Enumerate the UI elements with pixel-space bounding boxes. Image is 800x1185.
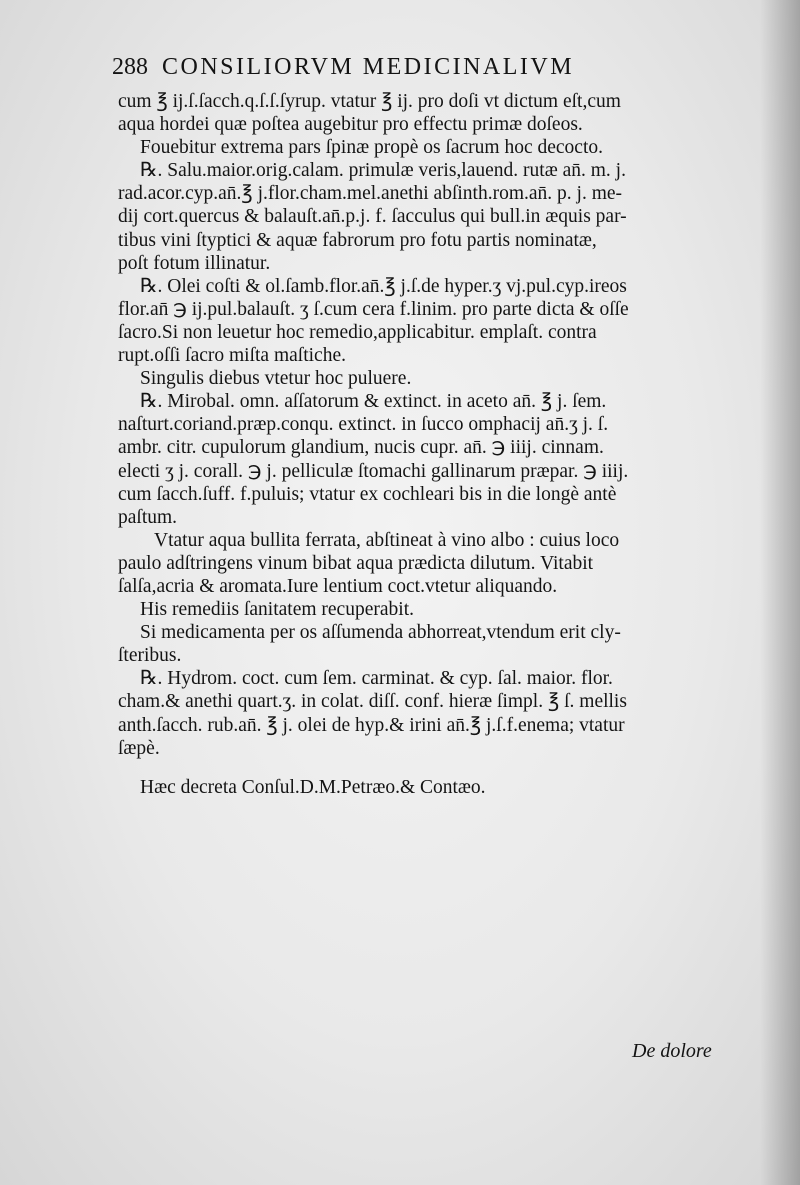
- text-line: dij cort.quercus & balauſt.an̄.p.j. f. ſacculus qui bull.in æquis par-: [118, 206, 627, 228]
- recipe-line: ℞. Mirobal. omn. aſſatorum & extinct. in aceto an̄. ℥ j. ſem.: [140, 391, 607, 413]
- body-text: [118, 90, 708, 799]
- recipe-line: ℞. Salu.maior.orig.calam. primulæ veris,lauend. rutæ an̄. m. j.: [140, 160, 626, 182]
- text-line: His remediis ſanitatem recuperabit.: [140, 599, 414, 621]
- text-line: Si medicamenta per os aſſumenda abhorreat,vtendum erit cly-: [140, 622, 621, 644]
- text-line: ambr. citr. cupulorum glandium, nucis cupr. an̄. ℈ iiij. cinnam.: [118, 437, 604, 459]
- recipe-line: ℞. Hydrom. coct. cum ſem. carminat. & cyp. ſal. maior. flor.: [140, 668, 613, 690]
- text-line: cum ſacch.ſuff. f.puluis; vtatur ex cochleari bis in die longè antè: [118, 483, 617, 505]
- text-line: Fouebitur extrema pars ſpinæ propè os ſacrum hoc decocto.: [140, 137, 603, 159]
- text-line: Vtatur aqua bullita ferrata, abſtineat à vino albo : cuius loco: [154, 529, 620, 551]
- closing-line: Hæc decreta Conſul.D.M.Petræo.& Contæo.: [140, 776, 486, 798]
- text-line: flor.an̄ ℈ ij.pul.balauſt. ʒ ſ.cum cera f.linim. pro parte dicta & oſſe: [118, 298, 629, 320]
- text-line: paſtum.: [118, 506, 178, 528]
- text-line: anth.ſacch. rub.an̄. ℥ j. olei de hyp.& irini an̄.℥ j.ſ.f.enema; vtatur: [118, 714, 625, 736]
- text-line: naſturt.coriand.præp.conqu. extinct. in ſucco omphacij an̄.ʒ j. ſ.: [118, 414, 609, 436]
- text-line: cham.& anethi quart.ʒ. in colat. diſſ. conf. hieræ ſimpl. ℥ ſ. mellis: [118, 691, 627, 713]
- text-line: electi ʒ j. corall. ℈ j. pelliculæ ſtomachi gallinarum præpar. ℈ iiij.: [118, 460, 629, 482]
- running-head: [112, 54, 682, 86]
- text-line: poſt fotum illinatur.: [118, 252, 271, 274]
- page-number: 288: [112, 54, 148, 80]
- text-line: ſalſa,acria & aromata.Iure lentium coct.vtetur aliquando.: [118, 575, 558, 597]
- running-title: CONSILIORVM MEDICINALIVM: [162, 54, 575, 80]
- text-line: ſteribus.: [118, 645, 182, 667]
- text-line: Singulis diebus vtetur hoc puluere.: [140, 368, 412, 390]
- catchword: De dolore: [632, 1040, 712, 1062]
- recipe-line: ℞. Olei coſti & ol.ſamb.flor.an̄.℥ j.ſ.de hyper.ʒ vj.pul.cyp.ireos: [140, 275, 627, 297]
- text-line: ſæpè.: [118, 737, 160, 759]
- text-line: rad.acor.cyp.an̄.℥ j.flor.cham.mel.anethi abſinth.rom.an̄. p. j. me-: [118, 183, 623, 205]
- text-line: ſacro.Si non leuetur hoc remedio,applicabitur. emplaſt. contra: [118, 321, 597, 343]
- text-line: rupt.oſſi ſacro miſta maſtiche.: [118, 345, 346, 367]
- text-line: cum ℥ ij.ſ.ſacch.q.ſ.ſ.ſyrup. vtatur ℥ ij. pro doſi vt dictum eſt,cum: [118, 91, 621, 112]
- text-line: paulo adſtringens vinum bibat aqua prædicta dilutum. Vitabit: [118, 552, 594, 574]
- text-line: aqua hordei quæ poſtea augebitur pro effectu primæ doſeos.: [118, 114, 583, 136]
- text-line: tibus vini ſtyptici & aquæ fabrorum pro fotu partis nominatæ,: [118, 229, 597, 251]
